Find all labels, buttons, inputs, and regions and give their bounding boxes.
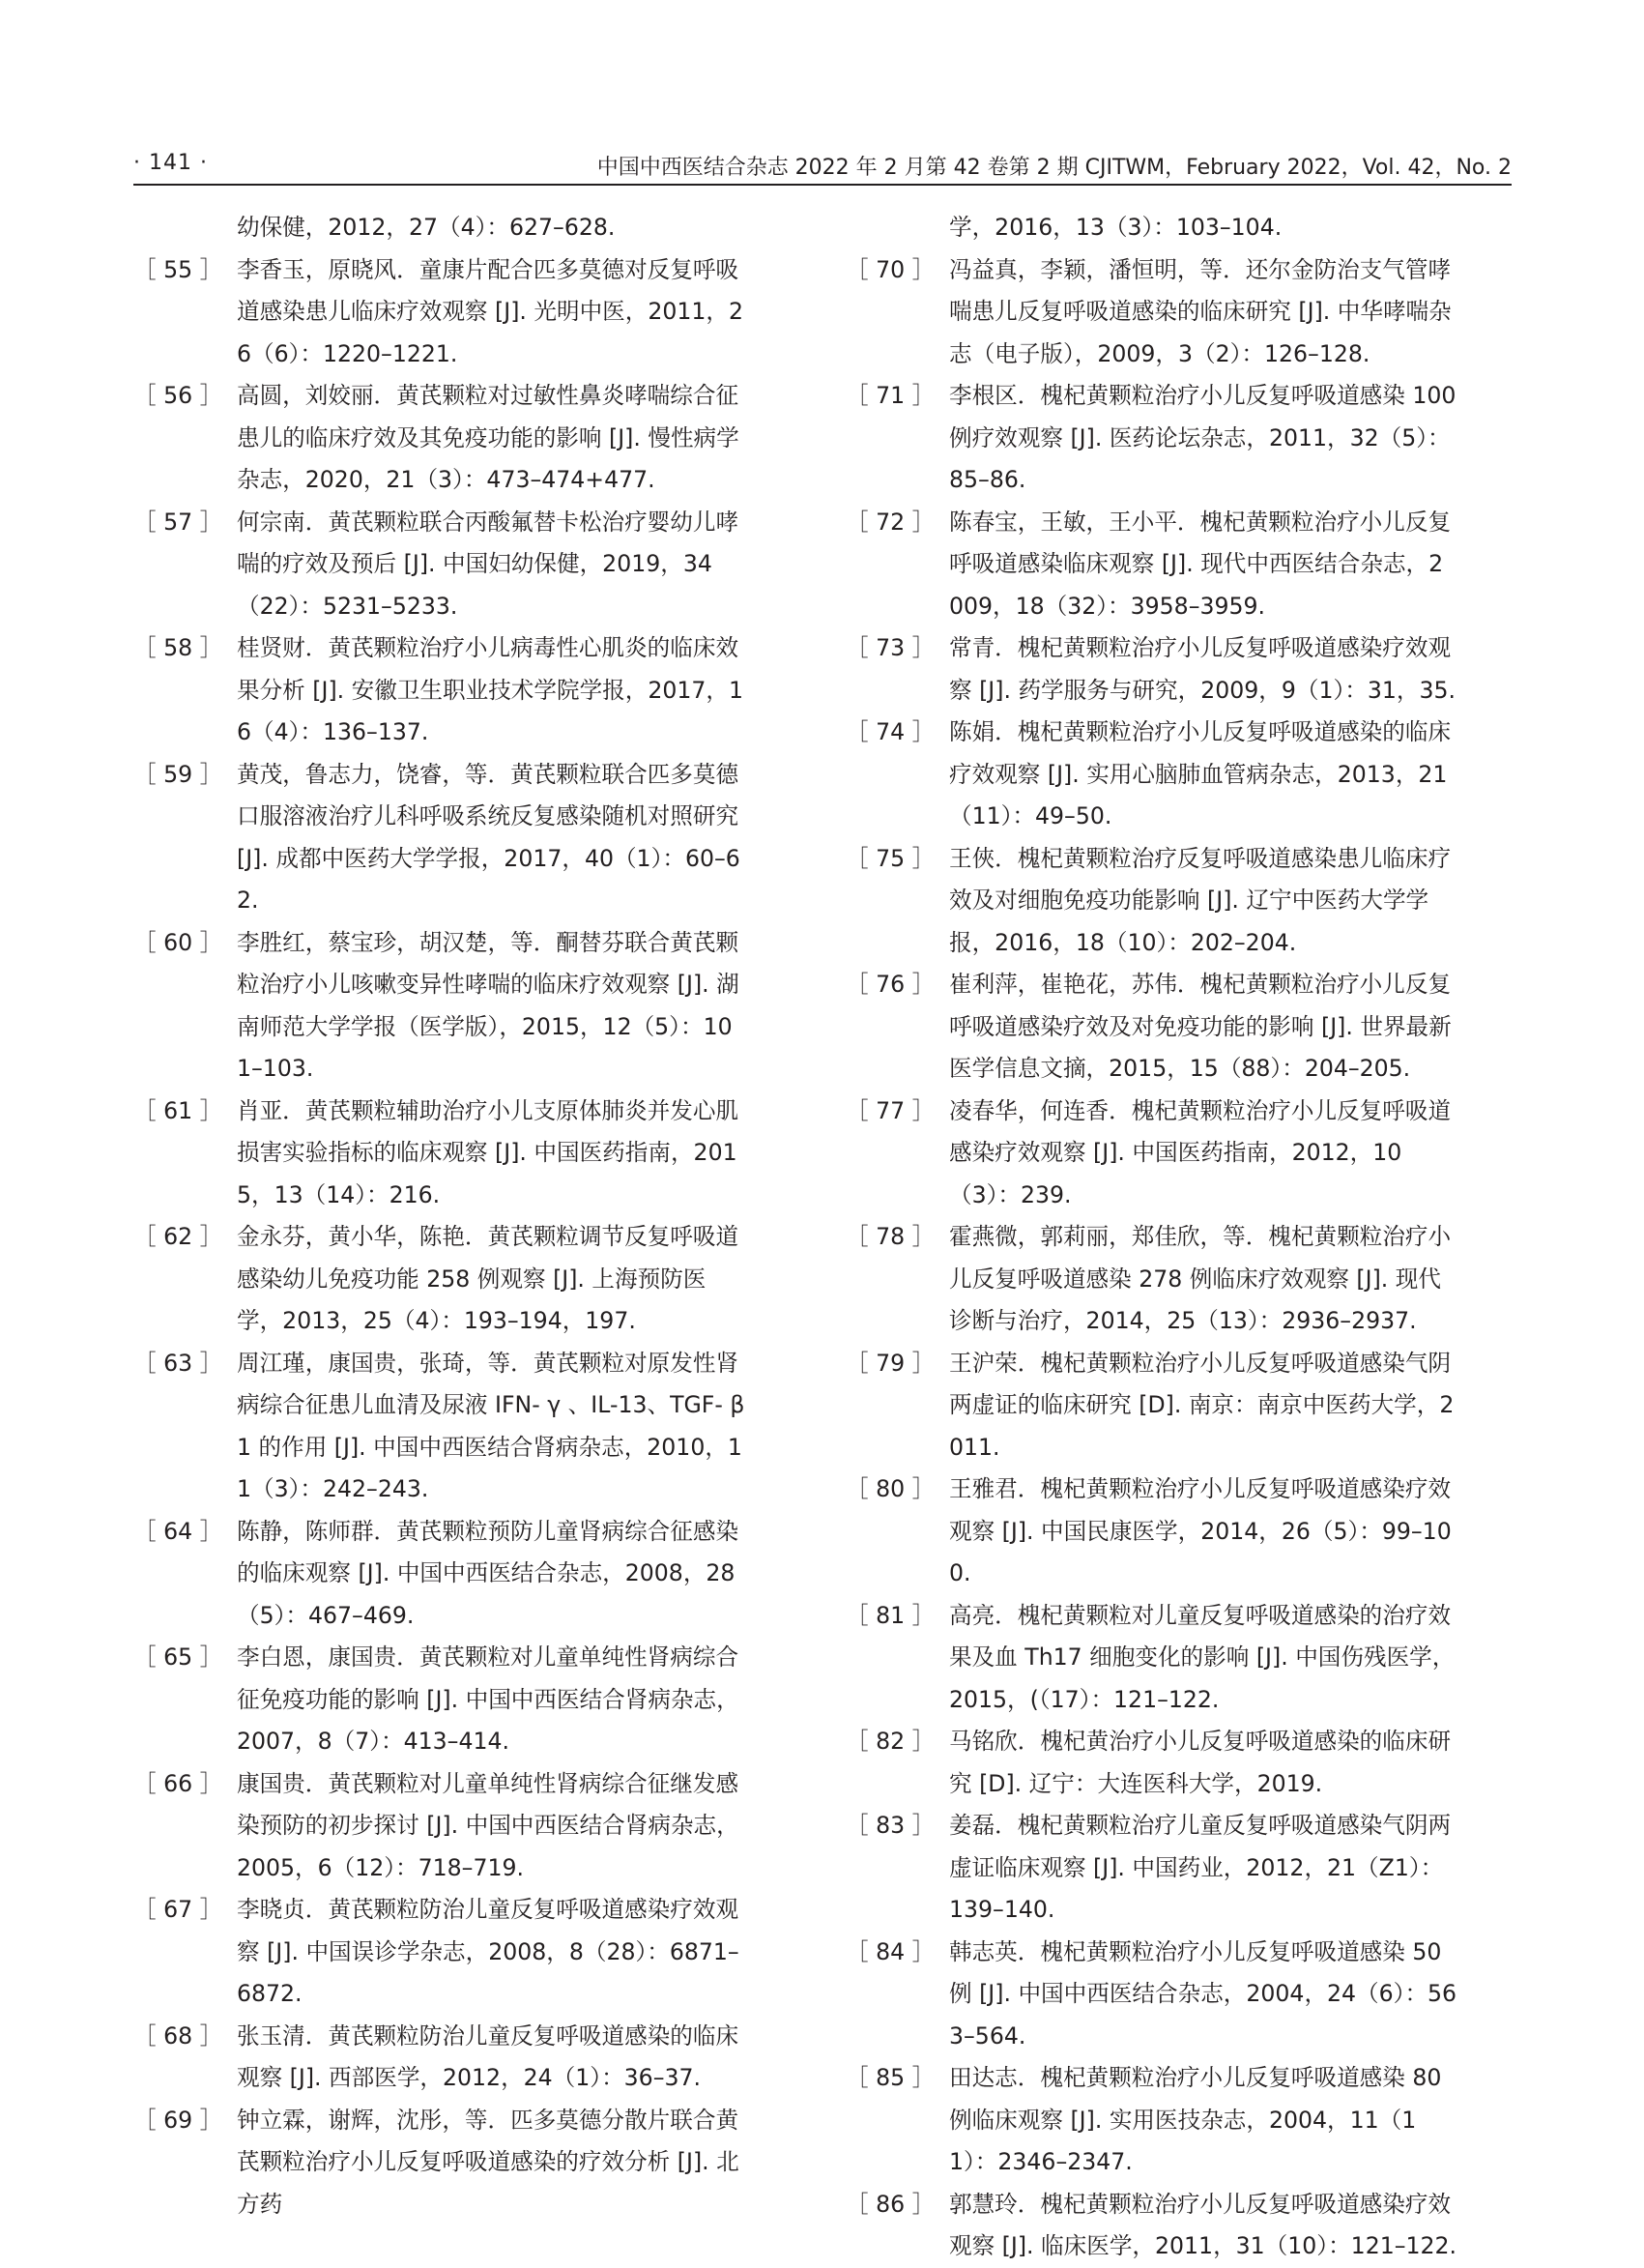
reference-number: ［ 62 ］ bbox=[133, 1223, 223, 1250]
reference-text: 凌春华，何连香．槐杞黄颗粒治疗小儿反复呼吸道感染疗效观察 [J]. 中国医药指南，2012，10（3）：239. bbox=[949, 1096, 1452, 1208]
reference-text: 陈春宝，王敏，王小平．槐杞黄颗粒治疗小儿反复呼吸道感染临床观察 [J]. 现代中西医结合杂志，2009，18（32）：3958–3959. bbox=[949, 508, 1452, 620]
reference-number: ［ 76 ］ bbox=[846, 971, 936, 998]
reference-number: ［ 66 ］ bbox=[133, 1769, 223, 1797]
reference-number: ［ 74 ］ bbox=[846, 718, 936, 745]
reference-67 bbox=[133, 1889, 745, 2016]
reference-number: ［ 82 ］ bbox=[846, 1728, 936, 1755]
reference-55 bbox=[133, 249, 745, 376]
reference-text: 霍燕微，郭莉丽，郑佳欣，等．槐杞黄颗粒治疗小儿反复呼吸道感染 278 例临床疗效观察 [J]. 现代诊断与治疗，2014，25（13）：2936–2937. bbox=[949, 1223, 1452, 1334]
reference-73 bbox=[846, 627, 1457, 712]
reference-69 bbox=[133, 2100, 745, 2226]
reference-text: 何宗南．黄芪颗粒联合丙酸氟替卡松治疗婴幼儿哮喘的疗效及预后 [J]. 中国妇幼保健，2019，34（22）：5231–5233. bbox=[237, 508, 739, 620]
reference-continuation: 幼保健，2012，27（4）：627–628. bbox=[237, 214, 616, 241]
reference-text: 韩志英．槐杞黄颗粒治疗小儿反复呼吸道感染 50 例 [J]. 中国中西医结合杂志，2004，24（6）：563–564. bbox=[949, 1937, 1457, 2050]
reference-58 bbox=[133, 627, 745, 754]
reference-62 bbox=[133, 1216, 745, 1343]
reference-76 bbox=[846, 964, 1457, 1090]
reference-65 bbox=[133, 1637, 745, 1763]
reference-79 bbox=[846, 1343, 1457, 1469]
reference-text: 王沪荣．槐杞黄颗粒治疗小儿反复呼吸道感染气阴两虚证的临床研究 [D]. 南京：南京中医药大学，2011. bbox=[949, 1349, 1455, 1461]
reference-number: ［ 71 ］ bbox=[846, 382, 936, 409]
right-column bbox=[846, 207, 1457, 2268]
reference-text: 李根区．槐杞黄颗粒治疗小儿反复呼吸道感染 100 例疗效观察 [J]. 医药论坛杂志，2011，32（5）：85–86. bbox=[949, 382, 1457, 493]
reference-number: ［ 80 ］ bbox=[846, 1475, 936, 1502]
reference-number: ［ 70 ］ bbox=[846, 255, 936, 283]
reference-63 bbox=[133, 1343, 745, 1511]
page-number: · 141 · bbox=[133, 151, 208, 175]
reference-60 bbox=[133, 922, 745, 1090]
reference-71 bbox=[846, 375, 1457, 502]
reference-82 bbox=[846, 1721, 1457, 1805]
reference-70 bbox=[846, 249, 1457, 376]
reference-text: 冯益真，李颖，潘恒明，等．还尔金防治支气管哮喘患儿反复呼吸道感染的临床研究 [J]. 中华哮喘杂志（电子版），2009，3（2）：126–128. bbox=[949, 255, 1452, 367]
reference-72 bbox=[846, 502, 1457, 628]
reference-number: ［ 78 ］ bbox=[846, 1223, 936, 1250]
reference-text: 李白恩，康国贵．黄芪颗粒对儿童单纯性肾病综合征免疫功能的影响 [J]. 中国中西医结合肾病杂志，2007，8（7）：413–414. bbox=[237, 1643, 739, 1755]
reference-number: ［ 57 ］ bbox=[133, 508, 223, 536]
reference-number: ［ 67 ］ bbox=[133, 1896, 223, 1923]
reference-56 bbox=[133, 375, 745, 502]
reference-number: ［ 72 ］ bbox=[846, 508, 936, 536]
reference-85 bbox=[846, 2057, 1457, 2184]
reference-text: 高亮．槐杞黄颗粒对儿童反复呼吸道感染的治疗效果及血 Th17 细胞变化的影响 [J]. 中国伤残医学，2015，(（17）：121–122. bbox=[949, 1601, 1456, 1713]
reference-number: ［ 68 ］ bbox=[133, 2021, 223, 2050]
reference-text: 李晓贞．黄芪颗粒防治儿童反复呼吸道感染疗效观察 [J]. 中国误诊学杂志，2008，8（28）：6871–6872. bbox=[237, 1896, 739, 2007]
reference-number: ［ 84 ］ bbox=[846, 1937, 936, 1965]
reference-number: ［ 58 ］ bbox=[133, 634, 223, 661]
reference-text: 王雅君．槐杞黄颗粒治疗小儿反复呼吸道感染疗效观察 [J]. 中国民康医学，2014，26（5）：99–100. bbox=[949, 1475, 1452, 1586]
reference-number: ［ 61 ］ bbox=[133, 1096, 223, 1124]
reference-text: 张玉清．黄芪颗粒防治儿童反复呼吸道感染的临床观察 [J]. 西部医学，2012，24（1）：36–37. bbox=[237, 2021, 739, 2091]
reference-80 bbox=[846, 1468, 1457, 1595]
reference-text: 陈静，陈师群．黄芪颗粒预防儿童肾病综合征感染的临床观察 [J]. 中国中西医结合杂志，2008，28（5）：467–469. bbox=[237, 1517, 739, 1629]
reference-number: ［ 59 ］ bbox=[133, 760, 223, 788]
reference-number: ［ 69 ］ bbox=[133, 2106, 223, 2134]
reference-text: 高圆，刘姣丽．黄芪颗粒对过敏性鼻炎哮喘综合征患儿的临床疗效及其免疫功能的影响 [J]. 慢性病学杂志，2020，21（3）：473–474+477. bbox=[237, 382, 739, 493]
reference-text: 田达志．槐杞黄颗粒治疗小儿反复呼吸道感染 80 例临床观察 [J]. 实用医技杂志，2004，11（11）：2346–2347. bbox=[949, 2064, 1442, 2175]
reference-text: 李香玉，原晓风．童康片配合匹多莫德对反复呼吸道感染患儿临床疗效观察 [J]. 光明中医，2011，26（6）：1220–1221. bbox=[237, 255, 744, 367]
reference-text: 康国贵．黄芪颗粒对儿童单纯性肾病综合征继发感染预防的初步探讨 [J]. 中国中西医结合肾病杂志，2005，6（12）：718–719. bbox=[237, 1769, 739, 1881]
left-column bbox=[133, 207, 745, 2225]
reference-number: ［ 86 ］ bbox=[846, 2190, 936, 2218]
reference-text: 郭慧玲．槐杞黄颗粒治疗小儿反复呼吸道感染疗效观察 [J]. 临床医学，2011，31（10）：121–122. bbox=[949, 2190, 1457, 2259]
reference-text: 周江瑾，康国贵，张琦，等．黄芪颗粒对原发性肾病综合征患儿血清及尿液 IFN- γ 、IL-13、TGF- β 1 的作用 [J]. 中国中西医结合肾病杂志，2010，11（3）：242–243. bbox=[237, 1349, 745, 1502]
reference-text: 钟立霖，谢辉，沈彤，等．匹多莫德分散片联合黄芪颗粒治疗小儿反复呼吸道感染的疗效分析 [J]. 北方药 bbox=[237, 2106, 739, 2218]
reference-text: 王俠．槐杞黄颗粒治疗反复呼吸道感染患儿临床疗效及对细胞免疫功能影响 [J]. 辽宁中医药大学学报，2016，18（10）：202–204. bbox=[949, 844, 1452, 956]
journal-citation: 中国中西医结合杂志 2022 年 2 月第 42 卷第 2 期 CJITWM，February 2022，Vol. 42，No. 2 bbox=[596, 156, 1512, 180]
reference-77 bbox=[846, 1090, 1457, 1217]
reference-66 bbox=[133, 1763, 745, 1890]
reference-61 bbox=[133, 1090, 745, 1217]
reference-number: ［ 56 ］ bbox=[133, 382, 223, 409]
reference-text: 陈娟．槐杞黄颗粒治疗小儿反复呼吸道感染的临床疗效观察 [J]. 实用心脑肺血管病杂志，2013，21（11）：49–50. bbox=[949, 718, 1452, 829]
reference-text: 肖亚．黄芪颗粒辅助治疗小儿支原体肺炎并发心肌损害实验指标的临床观察 [J]. 中国医药指南，2015，13（14）：216. bbox=[237, 1096, 739, 1208]
reference-68 bbox=[133, 2016, 745, 2100]
reference-78 bbox=[846, 1216, 1457, 1343]
reference-number: ［ 64 ］ bbox=[133, 1517, 223, 1545]
reference-text: 马铭欣．槐杞黄治疗小儿反复呼吸道感染的临床研究 [D]. 辽宁：大连医科大学，2019. bbox=[949, 1728, 1452, 1797]
reference-number: ［ 63 ］ bbox=[133, 1349, 223, 1377]
reference-75 bbox=[846, 838, 1457, 965]
reference-number: ［ 73 ］ bbox=[846, 634, 936, 661]
reference-number: ［ 60 ］ bbox=[133, 928, 223, 956]
reference-continuation: 学，2016，13（3）：103–104. bbox=[949, 214, 1283, 241]
reference-text: 黄茂，鲁志力，饶睿，等．黄芪颗粒联合匹多莫德口服溶液治疗儿科呼吸系统反复感染随机对照研究 [J]. 成都中医药大学学报，2017，40（1）：60–62. bbox=[237, 760, 740, 914]
reference-number: ［ 75 ］ bbox=[846, 844, 936, 872]
reference-86 bbox=[846, 2184, 1457, 2268]
reference-text: 常青．槐杞黄颗粒治疗小儿反复呼吸道感染疗效观察 [J]. 药学服务与研究，2009，9（1）：31，35. bbox=[949, 634, 1456, 704]
reference-64 bbox=[133, 1511, 745, 1638]
reference-59 bbox=[133, 754, 745, 922]
reference-text: 李胜红，蔡宝珍，胡汉楚，等．酮替芬联合黄芪颗粒治疗小儿咳嗽变异性哮喘的临床疗效观察 [J]. 湖南师范大学学报（医学版），2015，12（5）：101–103. bbox=[237, 928, 739, 1082]
reference-81 bbox=[846, 1595, 1457, 1722]
reference-text: 金永芬，黄小华，陈艳．黄芪颗粒调节反复呼吸道感染幼儿免疫功能 258 例观察 [J]. 上海预防医学，2013，25（4）：193–194，197. bbox=[237, 1223, 739, 1334]
reference-number: ［ 77 ］ bbox=[846, 1096, 936, 1124]
reference-text: 崔利萍，崔艳花，苏伟．槐杞黄颗粒治疗小儿反复呼吸道感染疗效及对免疫功能的影响 [J]. 世界最新医学信息文摘，2015，15（88）：204–205. bbox=[949, 971, 1452, 1082]
reference-number: ［ 83 ］ bbox=[846, 1812, 936, 1839]
reference-83 bbox=[846, 1805, 1457, 1932]
reference-text: 桂贤财．黄芪颗粒治疗小儿病毒性心肌炎的临床效果分析 [J]. 安徽卫生职业技术学院学报，2017，16（4）：136–137. bbox=[237, 634, 744, 745]
running-header bbox=[133, 145, 1512, 186]
reference-number: ［ 81 ］ bbox=[846, 1601, 936, 1629]
reference-text: 姜磊．槐杞黄颗粒治疗儿童反复呼吸道感染气阴两虚证临床观察 [J]. 中国药业，2012，21（Z1）：139–140. bbox=[949, 1812, 1452, 1923]
reference-84 bbox=[846, 1932, 1457, 2058]
reference-57 bbox=[133, 502, 745, 628]
reference-number: ［ 55 ］ bbox=[133, 255, 223, 283]
reference-number: ［ 65 ］ bbox=[133, 1643, 223, 1671]
reference-74 bbox=[846, 712, 1457, 838]
reference-number: ［ 79 ］ bbox=[846, 1349, 936, 1377]
reference-number: ［ 85 ］ bbox=[846, 2064, 936, 2091]
